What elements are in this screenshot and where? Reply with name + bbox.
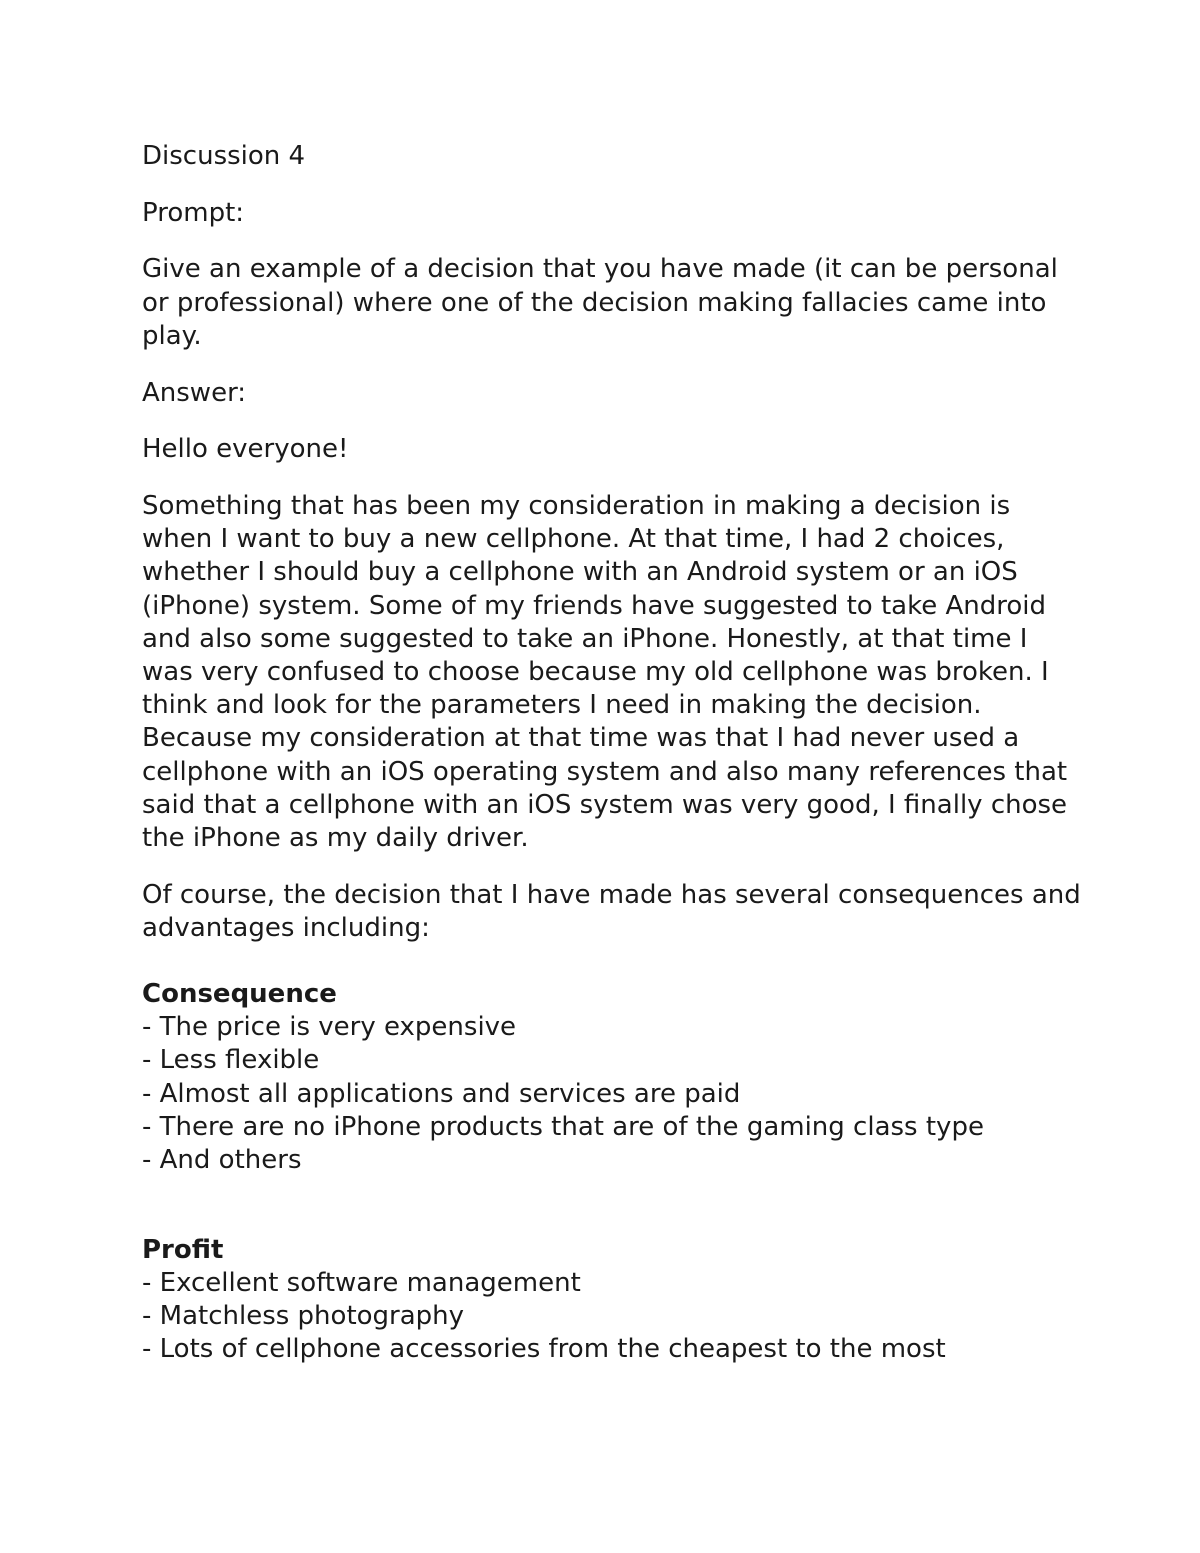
- list-item: - Almost all applications and services are paid: [142, 1078, 741, 1109]
- prompt-text: Give an example of a decision that you have made (it can be personal or professional) where one of the decision making fallacies came into play.: [142, 254, 1058, 351]
- consequence-heading: Consequence: [142, 979, 337, 1010]
- list-item: - Matchless photography: [142, 1301, 465, 1332]
- list-item: - There are no iPhone products that are of the gaming class type: [142, 1111, 984, 1142]
- profit-list: [142, 1267, 1082, 1367]
- section-spacer: [142, 1201, 1082, 1234]
- prompt-label: Prompt:: [142, 197, 245, 228]
- profit-heading: Profit: [142, 1234, 224, 1265]
- answer-label: Answer:: [142, 377, 247, 408]
- list-item: - And others: [142, 1145, 302, 1176]
- document-title: Discussion 4: [142, 141, 306, 171]
- list-item: - Less flexible: [142, 1045, 320, 1076]
- body-paragraph: Something that has been my consideration in making a decision is when I want to buy a new cellphone. At that time, I had 2 choices, whether I should buy a cellphone with an Android system or an iOS (iPhone) system. Some of my friends have suggested to take Android and also some suggested to take an iPhone. Honestly, at that time I was very confused to choose because my old cellphone was broken. I think and look for the parameters I need in making the decision. Because my consideration at that time was that I had never used a cellphone with an iOS operating system and also many references that said that a cellphone with an iOS system was very good, I finally chose the iPhone as my daily driver.: [142, 490, 1068, 853]
- list-item: - The price is very expensive: [142, 1012, 517, 1043]
- list-item: - Lots of cellphone accessories from the cheapest to the most: [142, 1334, 946, 1365]
- list-item: - Excellent software management: [142, 1267, 581, 1298]
- consequence-list: [142, 1011, 1082, 1177]
- intro-paragraph: Of course, the decision that I have made has several consequences and advantages including:: [142, 879, 1081, 943]
- greeting-text: Hello everyone!: [142, 434, 349, 465]
- document-content: [142, 140, 1082, 1390]
